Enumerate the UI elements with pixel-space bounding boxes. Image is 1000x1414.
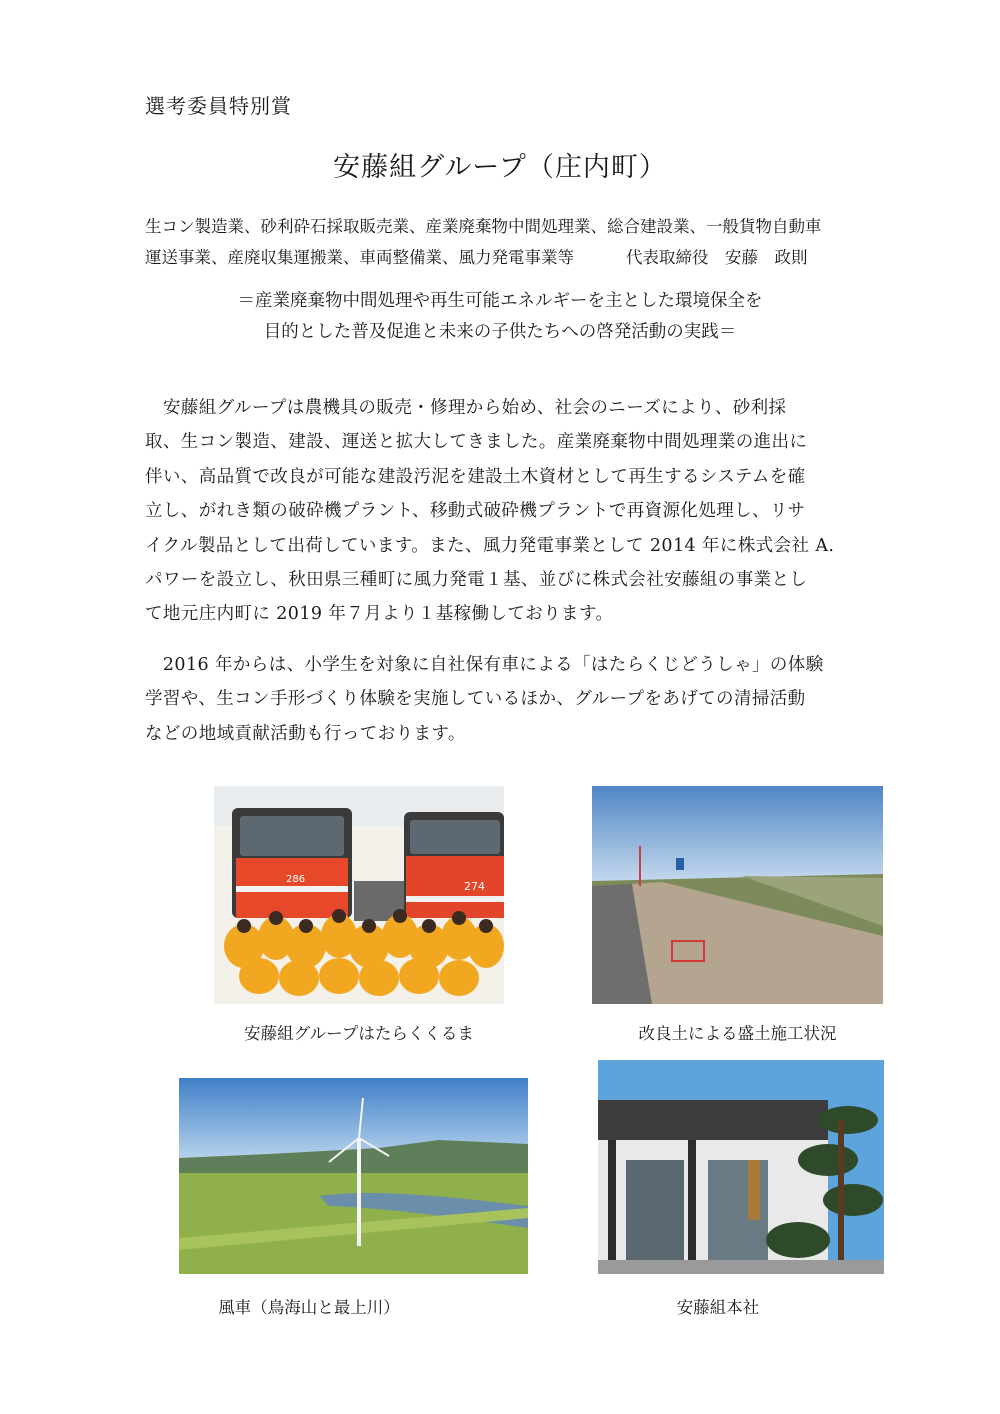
photo-working-vehicles — [214, 786, 504, 1004]
caption-embankment: 改良土による盛土施工状況 — [638, 1024, 837, 1043]
text-line: て地元庄内町に 2019 年７月より１基稼働しております。 — [145, 604, 614, 625]
paragraph-community — [145, 648, 905, 751]
text-line: 安藤組グループは農機具の販売・修理から始め、社会のニーズにより、砂利採 — [145, 398, 787, 418]
representative: 代表取締役 安藤 政則 — [626, 248, 808, 267]
text-line: などの地域貢献活動も行っております。 — [145, 723, 466, 744]
photo-embankment — [592, 786, 883, 1004]
text-line: 伴い、高品質で改良が可能な建設汚泥を建設土木資材として再生するシステムを確 — [145, 466, 806, 487]
business-types: 運送事業、産廃収集運搬業、車両整備業、風力発電事業等 — [145, 248, 574, 267]
photo-wind-turbine — [179, 1078, 528, 1274]
text-line: 2016 年からは、小学生を対象に自社保有車による「はたらくじどうしゃ」の体験 — [145, 655, 824, 675]
paragraph-history — [145, 391, 905, 632]
text-line: 学習や、生コン手形づくり体験を実施しているほか、グループをあげての清掃活動 — [145, 689, 806, 710]
text-line: イクル製品として出荷しています。また、風力発電事業として 2014 年に株式会社 A. — [145, 535, 835, 556]
theme-line-1: ＝産業廃棄物中間処理や再生可能エネルギーを主とした環境保全を — [237, 291, 763, 311]
photo-headquarters — [598, 1060, 884, 1274]
text-line: 取、生コン製造、建設、運送と拡大してきました。産業廃棄物中間処理業の進出に — [145, 432, 808, 453]
truck-number-left: 286 — [286, 874, 306, 885]
theme-line-2: 目的とした普及促進と未来の子供たちへの啓発活動の実践＝ — [263, 322, 737, 342]
caption-working-vehicles: 安藤組グループはたらくくるま — [244, 1024, 474, 1043]
business-description — [145, 211, 925, 273]
page-title: 安藤組グループ（庄内町） — [333, 152, 667, 183]
business-line-1: 生コン製造業、砂利砕石採取販売業、産業廃棄物中間処理業、総合建設業、一般貨物自動車 — [145, 217, 822, 236]
text-line: パワーを設立し、秋田県三種町に風力発電１基、並びに株式会社安藤組の事業とし — [145, 570, 808, 591]
business-line-2 — [145, 242, 925, 273]
text-line: 立し、がれき類の破砕機プラント、移動式破砕機プラントで再資源化処理し、リサ — [145, 501, 806, 522]
truck-number-right: 274 — [464, 880, 485, 893]
caption-headquarters: 安藤組本社 — [676, 1298, 760, 1317]
award-category: 選考委員特別賞 — [145, 94, 292, 118]
caption-wind-turbine: 風車（鳥海山と最上川） — [218, 1298, 400, 1317]
theme-statement — [0, 286, 1000, 348]
